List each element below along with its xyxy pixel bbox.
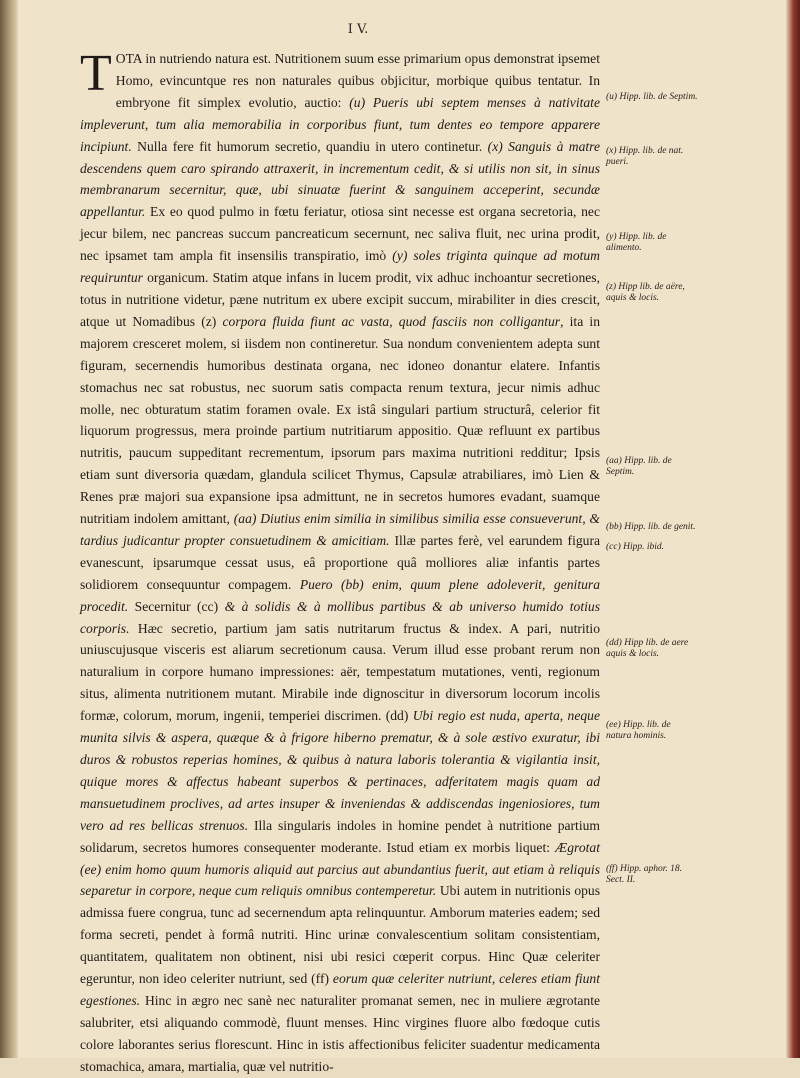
margin-note: (ff) Hipp. aphor. 18. Sect. II. — [606, 864, 682, 885]
text-run: Illa singularis indoles in homine pendet à nutritione partium solidarum, secretos humores consequenter moderante. Istud etiam ex morbis liquet: — [80, 817, 600, 855]
margin-note: (y) Hipp. lib. de alimento. — [606, 232, 667, 253]
quote-run: (aa) Diutius enim similia in similibus similia esse consueverunt, & tardius judicantur propter consuetudinem & amicitiam. — [80, 511, 600, 548]
quote-run: (u) Pueris ubi septem menses à nativitate impleverunt, tum alia memorabilia in corporibus fiunt, tum dentes eo tempore apparere incipiunt. — [80, 94, 600, 154]
quote-run: corpora fluida fiunt ac vasta, quod fasciis non colligantur — [222, 313, 561, 329]
margin-note: (ee) Hipp. lib. de natura hominis. — [606, 720, 671, 741]
drop-capital: T — [80, 45, 112, 102]
page-signature: I V. — [347, 22, 369, 37]
quote-run: Ægrotat (ee) enim homo quum humoris aliquid aut parcius aut abundantius fuerit, aut etiam à reliquis separetur in corpore, neque cum reliquis omnibus contemperetur. — [80, 839, 600, 899]
text-run: Hæc secretio, partium jam satis nutritarum fructus & index. A pari, nutritio uniuscujusque visceris est aliarum secretionum causa. Verum illud esse probant rerum non naturalium in corpore humano impressiones: aër, tempestatum mutationes, venti, regionum situs, alimenta nutritionem mutant. Mirabile inde dignoscitur in diversorum locorum incolis formæ, colorum, morum, ingenii, temperiei discrimen. (dd) — [80, 620, 600, 724]
text-run: OTA in nutriendo natura est. Nutritionem suum esse primarium opus demonstrat ipsemet Homo, evincuntque res non naturales quibus objicitur, morbique quibus tentatur. In embryone fit simplex evolutio, auctio: — [115, 51, 600, 110]
margin-note: (x) Hipp. lib. de nat. pueri. — [606, 146, 684, 167]
text-run: organicum. Statim atque infans in lucem prodit, vix adhuc inchoantur secretiones, totus in nutritione videtur, pæne nutritum ex ubere excipit succum, mirabiliter in dies crescit, atque ut Nomadibus (z) — [80, 270, 600, 329]
text-run: , ita in majorem cresceret molem, si iisdem non contineretur. Sua nondum convenientem adepta sunt figuram, secernendis humoribus destinata organa, nec idoneo donantur elatere. Infantis stomachus nec sat robustus, nec suorum satis compacta renum textura, jecur nimis adhuc molle, nec obturatum statim foramen ovale. Ex istâ singulari partium structurâ, celerior fit liquorum progressus, mera proinde partium nutritiarum appositio. Quæ refluunt ex partibus nutritis, paucum suppeditant recrementum, ipsorum pars maxima nutritioni redditur; Ipsis etiam sunt diversoria quædam, glandula scilicet Thymus, Capsulæ atrabiliares, imò Lien & Renes præ majori sua expansione ipsa admittunt, ne in secretos humores evadant, suamque nutritiam indolem amittant, — [80, 313, 601, 527]
book-edge — [786, 0, 800, 1058]
quote-run: (y) soles triginta quinque ad motum requiruntur — [80, 248, 601, 286]
text-run: Illæ partes ferè, vel earundem figura evanescunt, ipsarumque cessat usus, eâ proportione quâ molliores aliæ infantis partes solidiorem consequuntur compagem. — [80, 532, 600, 592]
text-run: Hinc in ægro nec sanè nec naturaliter promanat semen, nec in muliere ægrotante salubriter, etsi aliquando commodè, fluunt menses. Hinc virgines fluore albo fœdoque cutis colore laborantes serius florescunt. Hinc in istis affectionibus feliciter suadentur medicamenta stomachica, amara, martialia, quæ vel nutritio- — [80, 992, 600, 1074]
text-run: Nulla fere fit humorum secretio, quandiu in utero continetur. — [131, 138, 488, 154]
quote-run: & à solidis & à mollibus partibus & ab universo humido totius corporis. — [80, 598, 600, 636]
margin-note: (dd) Hipp lib. de aere aquis & locis. — [606, 638, 689, 659]
book-gutter — [0, 0, 18, 1058]
quote-run: Puero (bb) enim, quum plene adoleverit, genitura procedit. — [80, 576, 600, 614]
text-run: Ubi autem in nutritionis opus admissa fuere congrua, tunc ad secernendum apta relinquuntur. Amborum materies eadem; sed forma secreti, pendet à formâ nutriti. Hinc urinæ convalescentium solitam consistentiam, quantitatem, qualitatem non obtinent, nisi ubi resici cœperit corpus. Hinc Quæ celeriter egeruntur, non ideo celeriter nutriunt, sed (ff) — [80, 883, 600, 987]
book-page — [18, 0, 786, 1074]
quote-run: (x) Sanguis à matre descendens quem caro spirando attraxerit, in incrementum cedit, & si utilis non sit, in sinus membranarum secernitur, quæ, ubi sinuatæ fuerint & sanguinem acceperint, secundæ appellantur. — [80, 138, 600, 220]
margin-note: (aa) Hipp. lib. de Septim. — [606, 456, 672, 477]
margin-note: (z) Hipp lib. de aëre, aquis & locis. — [606, 282, 685, 303]
margin-note: (u) Hipp. lib. de Septim. — [606, 92, 698, 102]
text-run: Secernitur (cc) — [128, 598, 225, 614]
text-run: Ex eo quod pulmo in fœtu feriatur, otiosa sint necesse est organa secretoria, nec jecur bilem, nec pancreas succum pancreaticum secernunt, nec saliva fluit, nec urina prodit, nec ipsamet tam ampla fit insensilis transpiratio, imò — [80, 204, 600, 264]
margin-note: (cc) Hipp. ibid. — [606, 542, 665, 552]
margin-note: (bb) Hipp. lib. de genit. — [606, 522, 696, 532]
quote-run: eorum quæ celeriter nutriunt, celeres etiam fiunt egestiones. — [80, 971, 600, 1008]
main-text — [80, 45, 601, 1078]
quote-run: Ubi regio est nuda, aperta, neque munita silvis & aspera, quæque & à frigore hiberno prematur, & à sole æstivo exuratur, ibi duros & robustos reperias homines, & quibus à natura laboris tolerantia & vigilantia insit, quique mores & affectus habeant superbos & pertinaces, adferitatem magis quam ad mansuetudinem proclives, ad artes insuper & inveniendas & addiscendas ingeniosiores, tum vero ad res bellicas strenuos. — [80, 708, 600, 833]
